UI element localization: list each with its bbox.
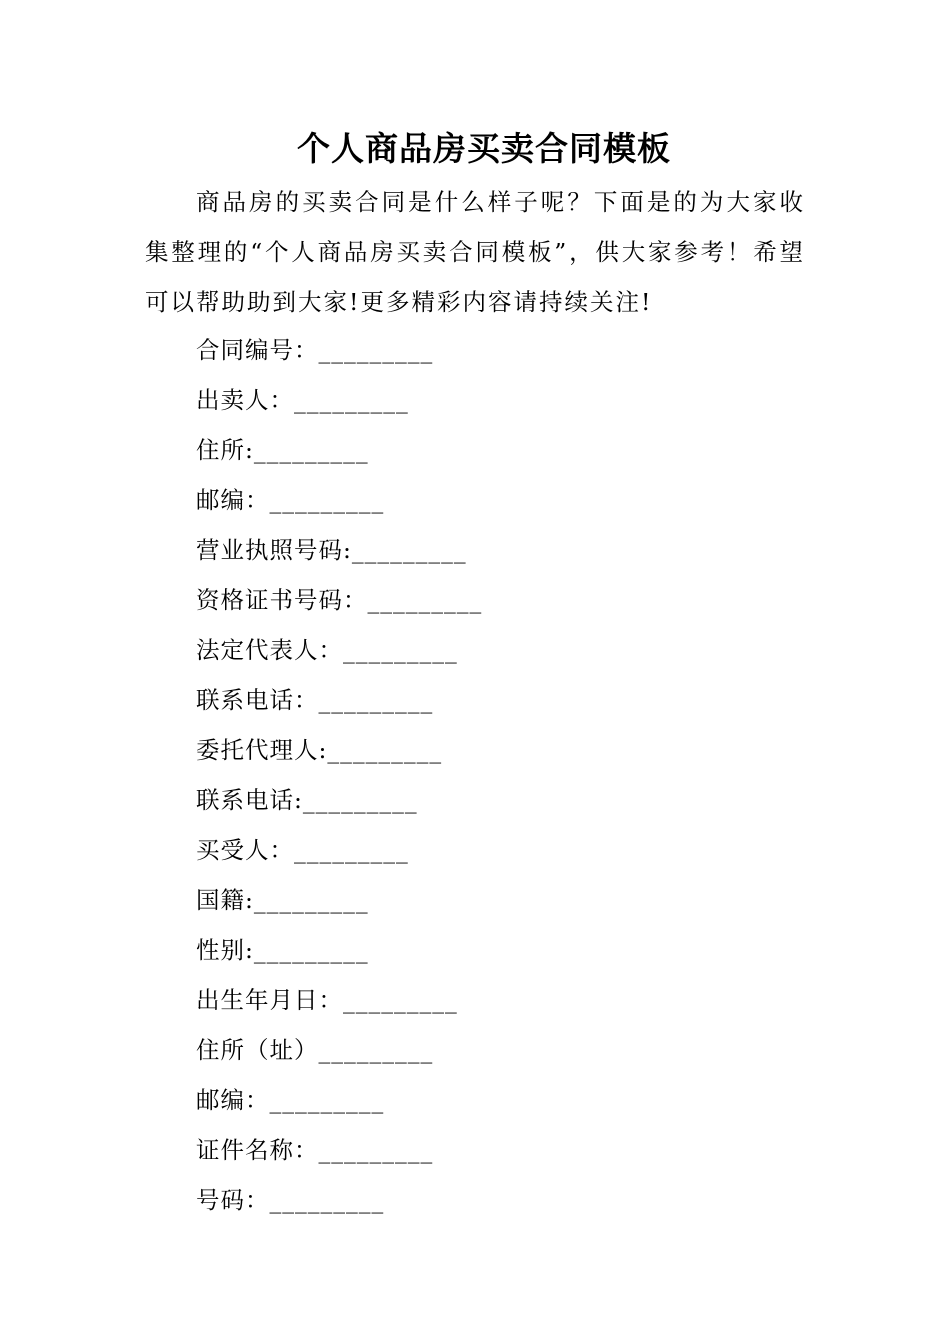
field-qualification-certificate: 资格证书号码：_________ (196, 586, 483, 614)
field-birth-date: 出生年月日：_________ (196, 986, 458, 1014)
field-id-type: 证件名称：_________ (196, 1136, 434, 1164)
field-seller-phone: 联系电话：_________ (196, 686, 434, 714)
field-seller: 出卖人：_________ (196, 386, 409, 414)
field-buyer: 买受人：_________ (196, 836, 409, 864)
field-business-license: 营业执照号码:_________ (196, 536, 467, 564)
field-nationality: 国籍:_________ (196, 886, 369, 914)
field-buyer-address: 住所（址）_________ (196, 1036, 434, 1064)
field-buyer-postcode: 邮编：_________ (196, 1086, 385, 1114)
field-legal-representative: 法定代表人：_________ (196, 636, 458, 664)
field-seller-postcode: 邮编：_________ (196, 486, 385, 514)
document-title: 个人商品房买卖合同模板 (297, 129, 671, 168)
field-agent-phone: 联系电话:_________ (196, 786, 418, 814)
field-contract-number: 合同编号：_________ (196, 336, 434, 364)
intro-paragraph: 商品房的买卖合同是什么样子呢？下面是的为大家收集整理的“个人商品房买卖合同模板”，供大家参考！希望可以帮助助到大家!更多精彩内容请持续关注! (145, 188, 805, 316)
contract-fields (196, 325, 796, 1225)
field-gender: 性别:_________ (196, 936, 369, 964)
field-seller-address: 住所:_________ (196, 436, 369, 464)
field-agent: 委托代理人:_________ (196, 736, 443, 764)
field-id-number: 号码：_________ (196, 1186, 385, 1214)
